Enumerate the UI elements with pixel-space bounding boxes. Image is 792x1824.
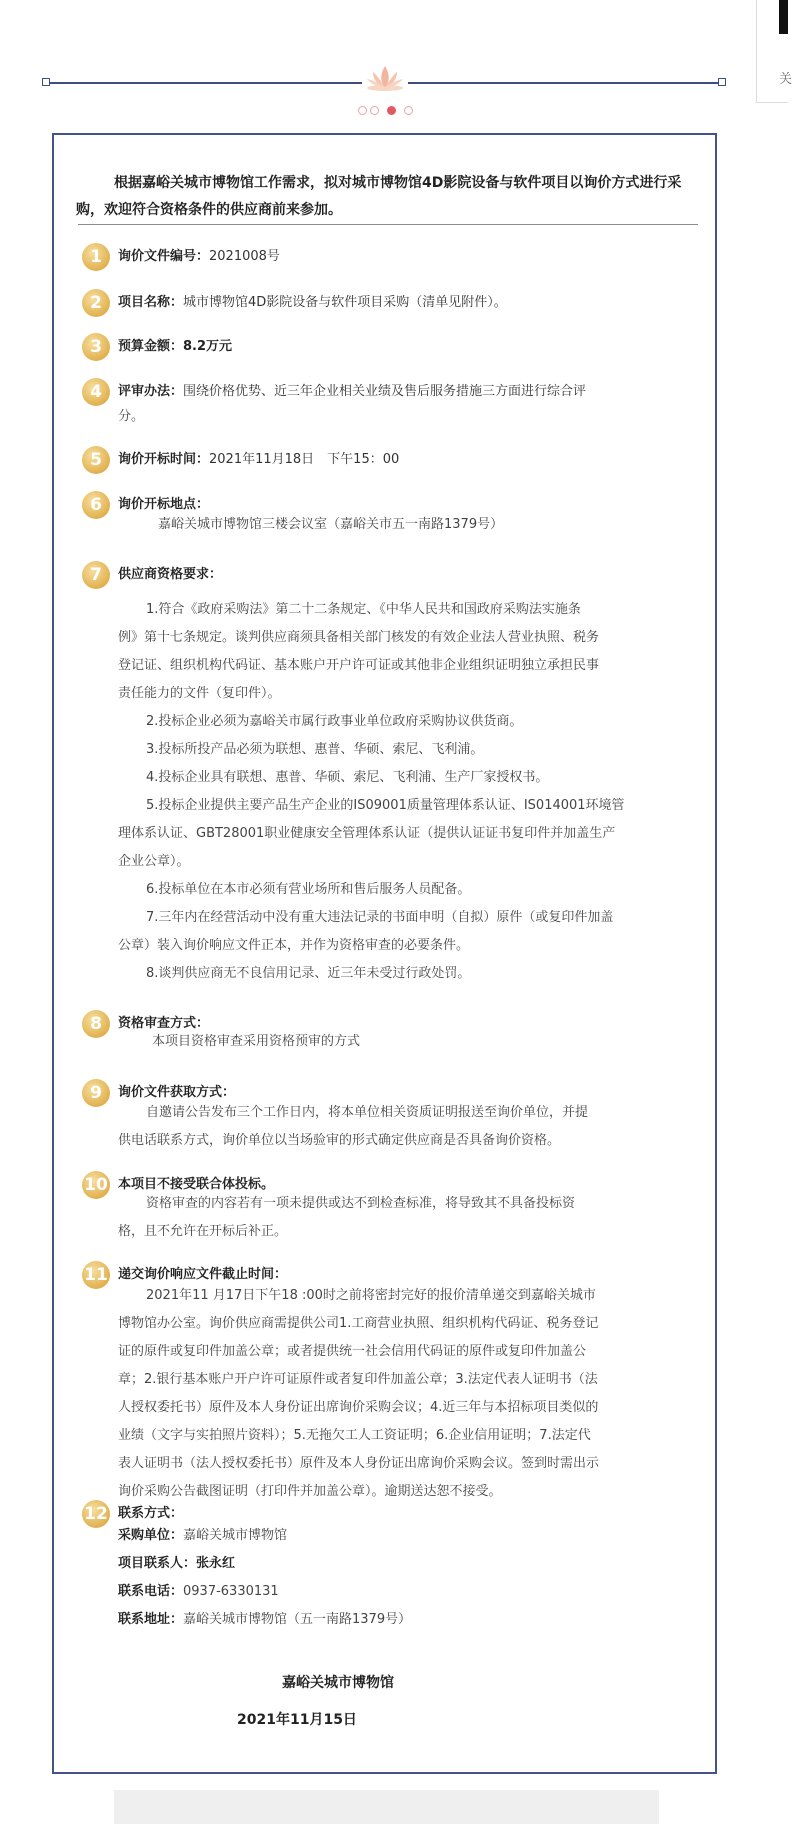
lotus-icon <box>364 64 406 92</box>
qualification-line: 2.投标企业必须为嘉峪关市属行政事业单位政府采购协议供货商。 <box>146 714 523 729</box>
body-line: 供电话联系方式，询价单位以当场验审的形式确定供应商是否具备询价资格。 <box>118 1133 561 1148</box>
item-label: 项目名称： <box>118 295 184 310</box>
item-label: 询价文件获取方式： <box>118 1085 236 1100</box>
item-label: 预算金额： <box>118 339 184 354</box>
qualification-line: 登记证、组织机构代码证、基本账户开户许可证或其他非企业组织证明独立承担民事 <box>118 658 600 673</box>
ornament-square-left <box>42 78 50 86</box>
qualification-line: 7.三年内在经营活动中没有重大违法记录的书面申明（自拟）原件（或复印件加盖 <box>146 910 614 925</box>
item-label: 询价开标时间： <box>118 452 210 467</box>
adjacent-panel-text: 关 <box>779 72 792 87</box>
qualification-line: 责任能力的文件（复印件）。 <box>118 686 281 701</box>
item-label: 资格审查方式： <box>118 1016 210 1031</box>
contact-row <box>118 1550 698 1578</box>
item-body <box>118 1099 700 1155</box>
item-body <box>118 1190 700 1246</box>
qualification-line: 公章）装入询价响应文件正本，并作为资格审查的必要条件。 <box>118 938 470 953</box>
qualification-line: 1.符合《政府采购法》第二十二条规定、《中华人民共和国政府采购法实施条 <box>146 602 581 617</box>
item-label: 询价文件编号： <box>118 249 210 264</box>
item-number-badge: 2 <box>82 289 110 317</box>
item-number-badge: 5 <box>82 446 110 474</box>
body-line: 表人证明书（法人授权委托书）原件及本人身份证出席询价采购会议。签到时需出示 <box>118 1456 600 1471</box>
contact-row <box>118 1606 698 1634</box>
body-line: 嘉峪关城市博物馆三楼会议室（嘉峪关市五一南路1379号） <box>158 517 504 532</box>
item-number-badge: 9 <box>82 1079 110 1107</box>
body-line: 业绩（文字与实拍照片资料）；5.无拖欠工人工资证明；6.企业信用证明；7.法定代 <box>118 1428 591 1443</box>
body-line: 证的原件或复印件加盖公章；或者提供统一社会信用代码证的原件或复印件加盖公 <box>118 1344 587 1359</box>
contact-label: 采购单位： <box>118 1528 184 1543</box>
indicator-dot <box>370 106 379 115</box>
contact-block <box>118 1522 698 1634</box>
intro-divider <box>78 224 698 225</box>
qualification-line: 4.投标企业具有联想、惠普、华硕、索尼、飞利浦、生产厂家授权书。 <box>146 770 549 785</box>
item-continuation: 分。 <box>118 409 145 424</box>
signature-date: 2021年11月15日 <box>237 1712 357 1728</box>
contact-row <box>118 1522 698 1550</box>
item-label: 评审办法： <box>118 384 184 399</box>
body-line: 2021年11 月17日下午18 :00时之前将密封完好的报价清单递交到嘉峪关城市 <box>146 1288 596 1303</box>
item-number-badge: 8 <box>82 1010 110 1038</box>
body-line: 询价采购公告截图证明（打印件并加盖公章）。逾期送达恕不接受。 <box>118 1484 502 1499</box>
item-label: 询价开标地点： <box>118 497 210 512</box>
qualification-line: 3.投标所投产品必须为联想、惠普、华硕、索尼、飞利浦。 <box>146 742 484 757</box>
ornament-line-left <box>50 82 362 84</box>
qualification-line: 例》第十七条规定。谈判供应商须具备相关部门核发的有效企业法人营业执照、税务 <box>118 630 600 645</box>
item-number-badge: 4 <box>82 378 110 406</box>
intro-paragraph <box>76 170 698 224</box>
indicator-dot-active <box>387 106 396 115</box>
indicator-dot <box>358 106 367 115</box>
item-body <box>118 1282 700 1506</box>
ornament-line-right <box>408 82 718 84</box>
intro-text: 根据嘉峪关城市博物馆工作需求，拟对城市博物馆4D影院设备与软件项目以询价方式进行采购，欢迎符合资格条件的供应商前来参加。 <box>76 175 682 218</box>
item-number-badge: 1 <box>82 243 110 271</box>
contact-label: 项目联系人： <box>118 1556 197 1571</box>
item-number-badge: 12 <box>82 1500 110 1528</box>
ornament-square-right <box>718 78 726 86</box>
qualification-line: 理体系认证、GBT28001职业健康安全管理体系认证（提供认证证书复印件并加盖生产 <box>118 826 616 841</box>
body-line: 格，且不允许在开标后补正。 <box>118 1224 288 1239</box>
item-value: 2021年11月18日 下午15：00 <box>209 452 400 467</box>
contact-label: 联系地址： <box>118 1612 184 1627</box>
item-body <box>158 511 738 539</box>
contact-row <box>118 1578 698 1606</box>
qualification-line: 企业公章）。 <box>118 854 190 869</box>
item-label: 递交询价响应文件截止时间： <box>118 1267 288 1282</box>
contact-label: 联系电话： <box>118 1584 184 1599</box>
footer-placeholder <box>114 1790 659 1824</box>
qualification-line: 6.投标单位在本市必须有营业场所和售后服务人员配备。 <box>146 882 471 897</box>
indicator-dot <box>404 106 413 115</box>
item-label: 本项目不接受联合体投标。 <box>118 1177 275 1192</box>
body-line: 章；2.银行基本账户开户许可证原件或者复印件加盖公章；3.法定代表人证明书（法 <box>118 1372 598 1387</box>
body-line: 本项目资格审查采用资格预审的方式 <box>152 1034 361 1049</box>
contact-value: 嘉峪关城市博物馆 <box>183 1528 288 1543</box>
item-value: 城市博物馆4D影院设备与软件项目采购（清单见附件）。 <box>183 295 507 310</box>
page-indicator <box>358 106 428 118</box>
item-value: 8.2万元 <box>183 339 233 354</box>
item-label: 联系方式： <box>118 1506 184 1521</box>
qualification-line: 8.谈判供应商无不良信用记录、近三年未受过行政处罚。 <box>146 966 471 981</box>
qualification-line: 5.投标企业提供主要产品生产企业的IS09001质量管理体系认证、IS014001环境管 <box>146 798 625 813</box>
body-line: 资格审查的内容若有一项未提供或达不到检查标准，将导致其不具备投标资 <box>146 1196 576 1211</box>
item-number-badge: 3 <box>82 333 110 361</box>
body-line: 人授权委托书）原件及本人身份证出席询价采购会议；4.近三年与本招标项目类似的 <box>118 1400 599 1415</box>
item-number-badge: 7 <box>82 561 110 589</box>
contact-value: 张永红 <box>196 1556 236 1571</box>
qualification-list <box>118 596 700 988</box>
contact-value: 嘉峪关城市博物馆（五一南路1379号） <box>183 1612 412 1627</box>
header-ornament <box>46 70 724 110</box>
item-number-badge: 10 <box>82 1171 110 1199</box>
item-body <box>152 1028 732 1056</box>
signature-org: 嘉峪关城市博物馆 <box>282 1675 394 1691</box>
body-line: 自邀请公告发布三个工作日内，将本单位相关资质证明报送至询价单位，并提 <box>146 1105 589 1120</box>
item-label: 供应商资格要求： <box>118 567 223 582</box>
item-number-badge: 11 <box>82 1261 110 1289</box>
item-value: 围绕价格优势、近三年企业相关业绩及售后服务措施三方面进行综合评 <box>183 384 587 399</box>
body-line: 博物馆办公室。询价供应商需提供公司1.工商营业执照、组织机构代码证、税务登记 <box>118 1316 599 1331</box>
contact-value: 0937-6330131 <box>183 1584 279 1599</box>
adjacent-panel-stub <box>756 0 792 103</box>
item-number-badge: 6 <box>82 491 110 519</box>
item-value: 2021008号 <box>209 249 280 264</box>
adjacent-panel-glyph <box>779 0 788 34</box>
